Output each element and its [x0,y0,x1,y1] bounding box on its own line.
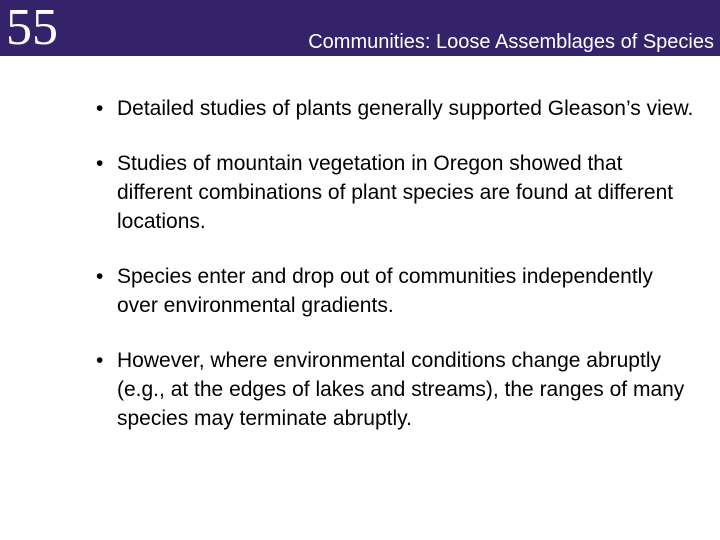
bullet-icon: • [96,349,104,372]
bullet-icon: • [96,97,104,120]
bullet-list [96,94,696,459]
bullet-text: Studies of mountain vegetation in Oregon showed that different combinations of plant species are found at different locations. [117,152,674,233]
bullet-item [96,149,696,236]
slide-header [0,0,720,56]
bullet-text: However, where environmental conditions change abruptly (e.g., at the edges of lakes and streams), the ranges of many species may terminate abruptly. [117,349,685,430]
bullet-text: Detailed studies of plants generally supported Gleason’s view. [117,97,694,120]
bullet-item [96,94,696,123]
bullet-item [96,262,696,320]
bullet-text: Species enter and drop out of communities independently over environmental gradients. [117,265,653,317]
chapter-number: 55 [6,0,58,56]
bullet-icon: • [96,265,104,288]
slide-title: Communities: Loose Assemblages of Species [308,31,714,53]
bullet-icon: • [96,152,104,175]
bullet-item [96,346,696,433]
